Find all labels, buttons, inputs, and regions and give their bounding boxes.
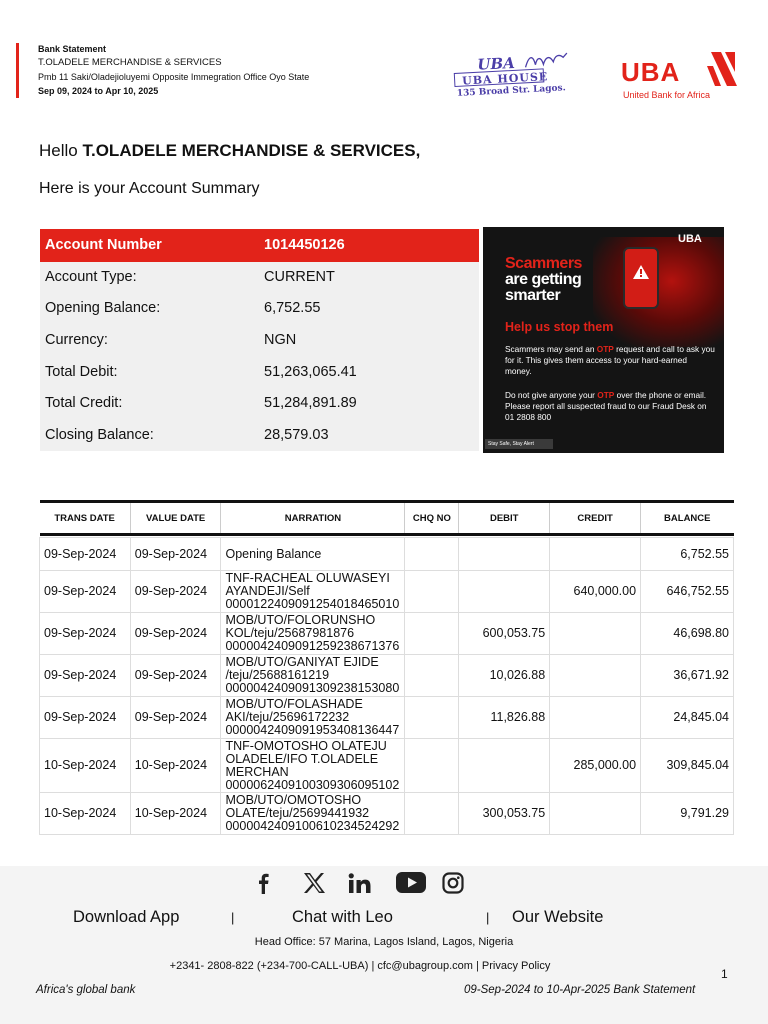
banner-text: request and call to ask you for it. This gives them access to your hard-earned money. xyxy=(505,344,715,376)
credit xyxy=(550,613,641,655)
statement-header xyxy=(16,43,366,98)
debit xyxy=(459,538,550,571)
x-icon[interactable] xyxy=(302,872,326,899)
table-row xyxy=(40,538,734,571)
narration xyxy=(221,613,405,655)
greeting-hello: Hello xyxy=(39,141,78,160)
summary-row-total-credit xyxy=(40,387,479,419)
summary-value: 6,752.55 xyxy=(264,300,321,316)
narration-line: TNF-OMOTOSHO OLATEJU xyxy=(225,738,387,753)
banner-headline-red: Scammers xyxy=(505,255,582,272)
banner-text: Scammers may send an xyxy=(505,344,597,354)
stamp-line-2: UBA HOUSE xyxy=(461,70,549,88)
summary-label: Account Type: xyxy=(45,269,137,285)
account-summary xyxy=(40,229,479,451)
banner-paragraph-2 xyxy=(505,390,715,423)
greeting-name: T.OLADELE MERCHANDISE & SERVICES, xyxy=(82,141,421,160)
narration-line: 000004240910061023452429​2 xyxy=(225,819,400,833)
debit: 300,053.75 xyxy=(459,793,550,835)
table-row xyxy=(40,793,734,835)
credit xyxy=(550,655,641,697)
narration-line: KOL/teju/25687981876 xyxy=(225,626,355,640)
banner-otp: OTP xyxy=(596,344,614,354)
table-row xyxy=(40,655,734,697)
summary-label: Closing Balance: xyxy=(45,427,154,443)
trans-date: 09-Sep-2024 xyxy=(40,571,131,613)
balance: 24,845.04 xyxy=(641,697,734,739)
value-date: 10-Sep-2024 xyxy=(130,793,221,835)
our-website-link[interactable]: Our Website xyxy=(512,908,604,926)
debit: 10,026.88 xyxy=(459,655,550,697)
trans-date: 09-Sep-2024 xyxy=(40,538,131,571)
stamp-line-3: 135 Broad Str. Lagos. xyxy=(456,83,567,99)
social-icons xyxy=(254,872,464,896)
summary-label: Total Credit: xyxy=(45,395,123,411)
summary-value: 51,263,065.41 xyxy=(264,364,357,380)
narration-line: MOB/UTO/FOLORUNSHO xyxy=(225,613,376,627)
summary-label: Account Number xyxy=(45,237,162,253)
summary-row-total-debit xyxy=(40,356,479,388)
banner-footer: Stay Safe, Stay Alert xyxy=(485,439,553,449)
narration-line: /teju/25688161219 xyxy=(225,668,330,682)
banner-headline: are getting smarter xyxy=(505,271,582,304)
contact-info[interactable]: +2341- 2808-822 (+234-700-CALL-UBA) | cfc@ubagroup.com | Privacy Policy xyxy=(169,960,551,972)
narration xyxy=(221,697,405,739)
table-row xyxy=(40,571,734,613)
debit xyxy=(459,571,550,613)
credit xyxy=(550,697,641,739)
column-header: CHQ NO xyxy=(405,502,459,535)
narration-line: OLATE/teju/25699441932 xyxy=(225,806,370,820)
column-header: BALANCE xyxy=(641,502,734,535)
link-separator: | xyxy=(231,910,235,925)
trans-date: 09-Sep-2024 xyxy=(40,613,131,655)
banner-otp: OTP xyxy=(597,390,615,400)
summary-row-closing-balance xyxy=(40,419,479,451)
trans-date: 10-Sep-2024 xyxy=(40,739,131,793)
narration-line: AYANDEJI/Self xyxy=(225,584,310,598)
youtube-icon[interactable] xyxy=(396,872,426,899)
instagram-icon[interactable] xyxy=(442,872,464,899)
table-row xyxy=(40,739,734,793)
trans-date: 09-Sep-2024 xyxy=(40,655,131,697)
summary-row-account-number xyxy=(40,229,479,262)
narration-line: Opening Balance xyxy=(225,546,322,561)
uba-logo-mark-icon xyxy=(707,52,737,86)
column-header: VALUE DATE xyxy=(130,502,221,535)
banner-text: over the phone or email. Please report all suspected fraud to our Fraud Desk on 01 2808 800 xyxy=(505,390,707,422)
table-header-row xyxy=(40,502,734,535)
narration xyxy=(221,538,405,571)
balance: 646,752.55 xyxy=(641,571,734,613)
narration-line: TNF-RACHEAL OLUWASEYI xyxy=(225,571,390,585)
greeting xyxy=(39,141,420,161)
value-date: 09-Sep-2024 xyxy=(130,538,221,571)
summary-value: 28,579.03 xyxy=(264,427,329,443)
statement-title: Bank Statement xyxy=(38,44,107,54)
column-header: DEBIT xyxy=(459,502,550,535)
table-row xyxy=(40,697,734,739)
narration xyxy=(221,793,405,835)
chq-no xyxy=(405,613,459,655)
chq-no xyxy=(405,655,459,697)
facebook-icon[interactable] xyxy=(254,872,274,899)
banner-paragraph-1 xyxy=(505,344,715,377)
balance: 9,791.29 xyxy=(641,793,734,835)
credit: 640,000.00 xyxy=(550,571,641,613)
column-header: CREDIT xyxy=(550,502,641,535)
narration-line: MOB/UTO/FOLASHADE xyxy=(225,697,363,711)
narration xyxy=(221,739,405,793)
summary-value: 1014450126 xyxy=(264,237,345,253)
download-app-link[interactable]: Download App xyxy=(73,908,180,926)
summary-title: Here is your Account Summary xyxy=(39,180,260,197)
page-number: 1 xyxy=(721,967,728,981)
banner-text: Do not give anyone your xyxy=(505,390,598,400)
footer-statement-period: 09-Sep-2024 to 10-Apr-2025 Bank Statement xyxy=(464,984,696,996)
balance: 46,698.80 xyxy=(641,613,734,655)
column-header: TRANS DATE xyxy=(40,502,131,535)
narration-line: 000004240909125923867137​6 xyxy=(225,639,400,653)
debit: 600,053.75 xyxy=(459,613,550,655)
narration-line: MERCHAN xyxy=(225,764,289,779)
chq-no xyxy=(405,793,459,835)
balance: 36,671.92 xyxy=(641,655,734,697)
transactions-table xyxy=(39,500,734,835)
chq-no xyxy=(405,697,459,739)
table-row xyxy=(40,613,734,655)
trans-date: 10-Sep-2024 xyxy=(40,793,131,835)
summary-value: 51,284,891.89 xyxy=(264,395,357,411)
stamp-line-1: UBA xyxy=(476,53,516,74)
summary-label: Currency: xyxy=(45,332,108,348)
uba-house-stamp xyxy=(451,47,574,105)
chq-no xyxy=(405,739,459,793)
narration-line: 000012240909125401846501​0 xyxy=(225,597,400,611)
balance: 309,845.04 xyxy=(641,739,734,793)
uba-logo-subtitle: United Bank for Africa xyxy=(623,90,711,100)
head-office-address: Head Office: 57 Marina, Lagos Island, Lagos, Nigeria xyxy=(254,936,514,948)
banner-uba-logo: UBA xyxy=(678,233,702,245)
summary-label: Total Debit: xyxy=(45,364,118,380)
value-date: 10-Sep-2024 xyxy=(130,739,221,793)
narration-line: 000004240909130923815308​0 xyxy=(225,681,400,695)
chat-with-leo-link[interactable]: Chat with Leo xyxy=(292,908,393,926)
column-header: NARRATION xyxy=(221,502,405,535)
balance: 6,752.55 xyxy=(641,538,734,571)
value-date: 09-Sep-2024 xyxy=(130,613,221,655)
warning-icon xyxy=(633,265,649,279)
customer-name: T.OLADELE MERCHANDISE & SERVICES xyxy=(38,57,222,68)
link-separator: | xyxy=(486,910,490,925)
fraud-awareness-banner[interactable] xyxy=(483,227,724,453)
narration-line: OLADELE/IFO T.OLADELE xyxy=(225,751,379,766)
customer-address: Pmb 11 Saki/Oladejioluyemi Opposite Immegration Office Oyo State xyxy=(38,72,310,82)
narration-line: 000004240909195340813644​7 xyxy=(225,723,400,737)
narration xyxy=(221,571,405,613)
summary-value: CURRENT xyxy=(264,269,335,285)
chq-no xyxy=(405,538,459,571)
narration-line: 000006240910030930609510​2 xyxy=(225,777,400,792)
narration-line: AKI/teju/25696172232 xyxy=(225,710,350,724)
narration-line: MOB/UTO/OMOTOSHO xyxy=(225,793,362,807)
summary-row-account-type xyxy=(40,261,479,293)
summary-row-currency xyxy=(40,324,479,356)
chq-no xyxy=(405,571,459,613)
summary-value: NGN xyxy=(264,332,297,348)
summary-row-opening-balance xyxy=(40,292,479,324)
bank-tagline: Africa's global bank xyxy=(36,984,136,996)
narration-line: MOB/UTO/GANIYAT EJIDE xyxy=(225,655,379,669)
statement-period: Sep 09, 2024 to Apr 10, 2025 xyxy=(38,86,159,96)
value-date: 09-Sep-2024 xyxy=(130,697,221,739)
summary-label: Opening Balance: xyxy=(45,300,161,316)
uba-logo-word: UBA xyxy=(621,57,681,87)
debit: 11,826.88 xyxy=(459,697,550,739)
uba-logo xyxy=(620,50,740,104)
trans-date: 09-Sep-2024 xyxy=(40,697,131,739)
debit xyxy=(459,739,550,793)
credit xyxy=(550,793,641,835)
narration xyxy=(221,655,405,697)
value-date: 09-Sep-2024 xyxy=(130,571,221,613)
linkedin-icon[interactable] xyxy=(348,872,372,899)
value-date: 09-Sep-2024 xyxy=(130,655,221,697)
banner-subhead: Help us stop them xyxy=(505,320,614,334)
credit xyxy=(550,538,641,571)
credit: 285,000.00 xyxy=(550,739,641,793)
